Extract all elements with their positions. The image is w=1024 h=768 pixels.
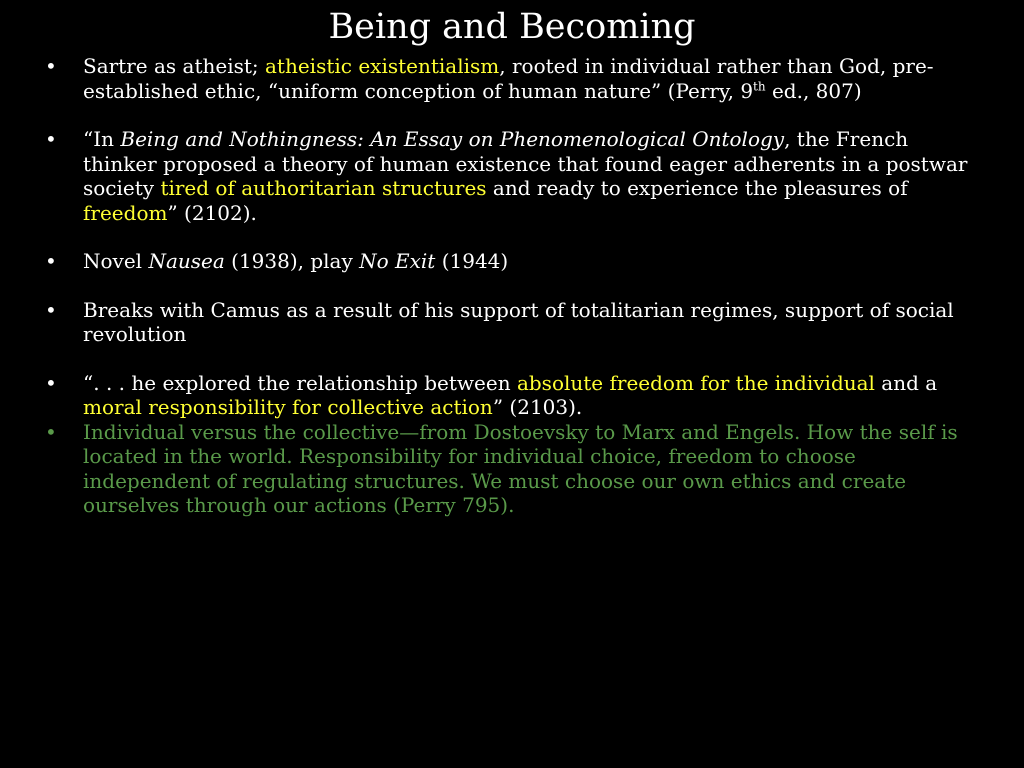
bullet-list — [40, 54, 985, 518]
bullet-atheist — [40, 54, 985, 103]
bullet-marker: • — [45, 54, 57, 78]
superscript: th — [753, 78, 766, 93]
highlight-text: absolute freedom for the individual — [516, 370, 875, 395]
bullet-text: , the French thinker proposed a theory of human existence that found eager adherents in a postwar society — [83, 127, 968, 200]
bullet-text: and a — [874, 370, 938, 395]
bullet-marker: • — [45, 370, 57, 395]
italic-title: Nausea — [148, 249, 225, 273]
bullet-text: (1944) — [435, 249, 509, 273]
bullet-text: and ready to experience the pleasures of — [486, 176, 908, 200]
bullet-text: Novel — [83, 249, 149, 273]
italic-title: No Exit — [359, 249, 436, 273]
bullet-text: , rooted in individual rather than God, pre-established ethic, “uniform conception of human nature” (Perry, 9 — [83, 54, 934, 103]
highlight-text: atheistic existentialism — [265, 54, 500, 78]
highlight-text: moral responsibility for collective action — [83, 395, 493, 419]
bullet-text: “In — [83, 127, 121, 151]
bullet-text: Sartre as atheist; — [83, 54, 265, 78]
bullet-text: ” (2103). — [492, 395, 583, 419]
bullet-marker: • — [45, 249, 57, 273]
bullet-works — [40, 249, 985, 274]
bullet-text: “. . . he explored the relationship between — [83, 370, 517, 395]
bullet-text: (1938), play — [224, 249, 360, 273]
bullet-marker: • — [45, 419, 57, 444]
bullet-text: ” (2102). — [167, 200, 257, 225]
bullet-individual-collective — [40, 420, 985, 518]
italic-title: Being and Nothingness: An Essay on Phenomenological Ontology — [120, 127, 785, 151]
bullet-text: Individual versus the collective—from Dostoevsky to Marx and Engels. How the self is located in the world. Responsibility for individual choice, freedom to choose independent of regulating structures. We must choose our own ethics and create ourselves through our actions (Perry 795). — [83, 419, 958, 517]
highlight-text: freedom — [83, 200, 168, 225]
bullet-freedom-responsibility — [40, 371, 985, 420]
bullet-being-nothingness — [40, 127, 985, 225]
bullet-text: Breaks with Camus as a result of his support of totalitarian regimes, support of social revolution — [83, 297, 954, 346]
bullet-text: ed., 807) — [765, 78, 862, 103]
bullet-marker: • — [45, 127, 57, 151]
bullet-marker: • — [45, 297, 57, 322]
highlight-text: tired of authoritarian structures — [160, 176, 487, 200]
bullet-camus — [40, 298, 985, 347]
slide-title: Being and Becoming — [328, 7, 696, 47]
